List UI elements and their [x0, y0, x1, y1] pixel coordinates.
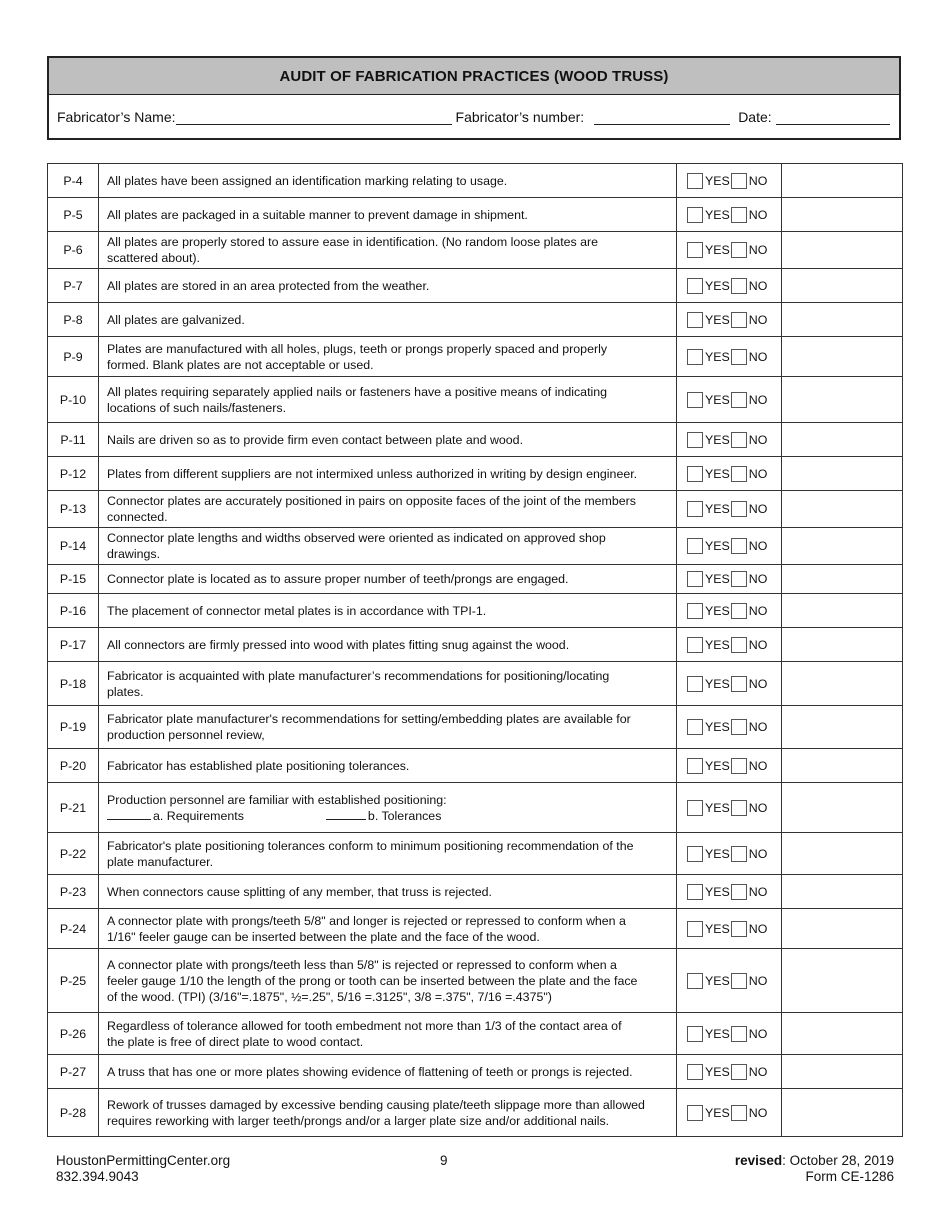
table-row: [48, 528, 903, 565]
table-row: [48, 269, 903, 303]
yes-checkbox[interactable]: [687, 973, 703, 989]
table-row: [48, 491, 903, 528]
no-checkbox[interactable]: [731, 312, 747, 328]
description-line: production personnel review,: [107, 728, 265, 742]
no-checkbox[interactable]: [731, 884, 747, 900]
revised-label: revised: [734, 1153, 783, 1168]
no-label: NO: [748, 846, 768, 861]
table-row: [48, 198, 903, 232]
fabricator-number-field[interactable]: [594, 110, 730, 125]
yes-checkbox[interactable]: [687, 719, 703, 735]
description-line: formed. Blank plates are not acceptable or used.: [107, 357, 374, 372]
item-description: [99, 749, 677, 783]
yes-no-cell: [677, 909, 782, 949]
item-code: P-7: [48, 269, 99, 303]
item-code: P-4: [48, 164, 99, 198]
footer-website[interactable]: HoustonPermittingCenter.org: [56, 1153, 231, 1168]
yes-checkbox[interactable]: [687, 501, 703, 517]
no-label: NO: [748, 539, 768, 553]
item-code: P-19: [48, 706, 99, 749]
description-line: A truss that has one or more plates showing evidence of flattening of teeth or prongs is rejected.: [107, 1064, 633, 1079]
description-line: Fabricator's plate positioning tolerances conform to minimum positioning recommendation of the: [107, 838, 634, 853]
description-line: requires reworking with larger teeth/prongs and/or a larger plate size and/or additional nails.: [107, 1113, 610, 1128]
audit-checklist-table: [47, 163, 903, 1137]
description-line: connected.: [107, 510, 168, 524]
description-line: A connector plate with prongs/teeth 5/8" and longer is rejected or repressed to conform when a: [107, 913, 626, 928]
item-code: P-25: [48, 949, 99, 1013]
description-line: the plate is free of direct plate to wood contact.: [107, 1034, 364, 1049]
no-label: NO: [748, 432, 768, 447]
item-code: P-10: [48, 377, 99, 423]
yes-checkbox[interactable]: [687, 1105, 703, 1121]
yes-label: YES: [705, 207, 730, 222]
item-code: P-5: [48, 198, 99, 232]
comments-cell[interactable]: [782, 198, 903, 232]
no-label: NO: [748, 720, 768, 734]
item-code: P-15: [48, 565, 99, 594]
form-number: Form CE-1286: [805, 1169, 894, 1184]
item-code: P-28: [48, 1089, 99, 1137]
yes-checkbox[interactable]: [687, 242, 703, 258]
description-line: plate manufacturer.: [107, 854, 214, 869]
comments-cell[interactable]: [782, 749, 903, 783]
no-checkbox[interactable]: [731, 242, 747, 258]
no-checkbox[interactable]: [731, 278, 747, 294]
item-description: [99, 594, 677, 628]
yes-no-cell: [677, 457, 782, 491]
description-line: 1/16" feeler gauge can be inserted between the plate and the face of the wood.: [107, 929, 540, 944]
sub-items: [107, 808, 668, 824]
table-row: [48, 457, 903, 491]
yes-label: YES: [705, 637, 730, 652]
yes-label: YES: [705, 502, 730, 516]
yes-checkbox[interactable]: [687, 207, 703, 223]
comments-cell[interactable]: [782, 303, 903, 337]
table-row: [48, 706, 903, 749]
yes-checkbox[interactable]: [687, 637, 703, 653]
yes-label: YES: [705, 173, 730, 188]
description-line: Regardless of tolerance allowed for tooth embedment not more than 1/3 of the contact area of: [107, 1018, 622, 1033]
yes-checkbox[interactable]: [687, 921, 703, 937]
yes-label: YES: [705, 349, 730, 364]
item-description: [99, 269, 677, 303]
yes-no-cell: [677, 594, 782, 628]
yes-label: YES: [705, 800, 730, 815]
description-line: feeler gauge 1/10 the length of the prong or tooth can be inserted between the plate and the face: [107, 973, 638, 988]
yes-label: YES: [705, 278, 730, 293]
comments-cell[interactable]: [782, 662, 903, 706]
yes-checkbox[interactable]: [687, 392, 703, 408]
no-checkbox[interactable]: [731, 676, 747, 692]
no-label: NO: [748, 502, 768, 516]
no-label: NO: [748, 466, 768, 481]
item-description: [99, 628, 677, 662]
comments-cell[interactable]: [782, 628, 903, 662]
item-description: [99, 909, 677, 949]
item-description: [99, 833, 677, 875]
yes-checkbox[interactable]: [687, 466, 703, 482]
description-line: Rework of trusses damaged by excessive bending causing plate/teeth slippage more than allowed: [107, 1097, 645, 1112]
description-line: Plates from different suppliers are not intermixed unless authorized in writing by design engineer.: [107, 466, 638, 481]
no-checkbox[interactable]: [731, 173, 747, 189]
comments-cell[interactable]: [782, 949, 903, 1013]
yes-label: YES: [705, 1105, 730, 1120]
yes-label: YES: [705, 973, 730, 988]
footer-contact: [56, 1153, 230, 1185]
date-field[interactable]: [776, 110, 890, 125]
description-line: locations of such nails/fasteners.: [107, 400, 287, 415]
fabricator-name-field[interactable]: [176, 110, 452, 125]
item-description: [99, 1013, 677, 1055]
yes-no-cell: [677, 337, 782, 377]
no-checkbox[interactable]: [731, 1105, 747, 1121]
yes-label: YES: [705, 676, 730, 691]
yes-checkbox[interactable]: [687, 432, 703, 448]
yes-label: YES: [705, 758, 730, 773]
yes-checkbox[interactable]: [687, 1064, 703, 1080]
yes-checkbox[interactable]: [687, 884, 703, 900]
yes-label: YES: [705, 312, 730, 327]
description-line: All plates requiring separately applied nails or fasteners have a positive means of indicating: [107, 384, 608, 399]
no-checkbox[interactable]: [731, 432, 747, 448]
table-row: [48, 909, 903, 949]
item-code: P-13: [48, 491, 99, 528]
description-line: All plates are packaged in a suitable manner to prevent damage in shipment.: [107, 207, 528, 222]
yes-checkbox[interactable]: [687, 676, 703, 692]
item-description: [99, 337, 677, 377]
yes-no-cell: [677, 565, 782, 594]
no-label: NO: [748, 207, 768, 222]
item-description: [99, 491, 677, 528]
table-row: [48, 1013, 903, 1055]
yes-label: YES: [705, 539, 730, 553]
yes-no-cell: [677, 232, 782, 269]
no-checkbox[interactable]: [731, 719, 747, 735]
fabricator-name-label: Fabricator’s Name:: [57, 109, 176, 125]
yes-label: YES: [705, 603, 730, 618]
sub-item-a: a. Requirements: [153, 808, 244, 823]
yes-no-cell: [677, 833, 782, 875]
item-description: [99, 232, 677, 269]
no-label: NO: [748, 1026, 768, 1041]
item-code: P-26: [48, 1013, 99, 1055]
no-label: NO: [748, 349, 768, 364]
item-description: [99, 875, 677, 909]
comments-cell[interactable]: [782, 1089, 903, 1137]
item-code: P-20: [48, 749, 99, 783]
description-line: Nails are driven so as to provide firm even contact between plate and wood.: [107, 432, 524, 447]
yes-no-cell: [677, 1013, 782, 1055]
yes-no-cell: [677, 875, 782, 909]
comments-cell[interactable]: [782, 565, 903, 594]
comments-cell[interactable]: [782, 232, 903, 269]
yes-no-cell: [677, 949, 782, 1013]
yes-label: YES: [705, 1064, 730, 1079]
fabricator-number-label: Fabricator’s number:: [455, 109, 585, 125]
description-line: All plates have been assigned an identification marking relating to usage.: [107, 173, 508, 188]
table-row: [48, 1089, 903, 1137]
no-checkbox[interactable]: [731, 538, 747, 554]
no-checkbox[interactable]: [731, 466, 747, 482]
item-code: P-12: [48, 457, 99, 491]
item-description: [99, 949, 677, 1013]
description-line: plates.: [107, 684, 144, 699]
table-row: [48, 232, 903, 269]
item-code: P-18: [48, 662, 99, 706]
item-code: P-24: [48, 909, 99, 949]
no-label: NO: [748, 603, 768, 618]
no-checkbox[interactable]: [731, 392, 747, 408]
requirements-blank[interactable]: [107, 808, 151, 820]
description-line: Connector plates are accurately positioned in pairs on opposite faces of the joint of the members: [107, 494, 636, 508]
no-checkbox[interactable]: [731, 758, 747, 774]
no-label: NO: [748, 758, 768, 773]
item-description: [99, 303, 677, 337]
table-row: [48, 949, 903, 1013]
yes-no-cell: [677, 164, 782, 198]
yes-checkbox[interactable]: [687, 758, 703, 774]
yes-label: YES: [705, 392, 730, 407]
comments-cell[interactable]: [782, 457, 903, 491]
description-line: Fabricator has established plate positioning tolerances.: [107, 758, 410, 773]
no-label: NO: [748, 572, 768, 586]
footer-phone: 832.394.9043: [56, 1169, 139, 1184]
description-line: Connector plate lengths and widths observed were oriented as indicated on approved shop: [107, 531, 606, 545]
form-header: [47, 56, 901, 140]
yes-no-cell: [677, 423, 782, 457]
table-row: [48, 662, 903, 706]
date-label: Date:: [738, 109, 772, 125]
yes-no-cell: [677, 628, 782, 662]
yes-label: YES: [705, 884, 730, 899]
item-description: [99, 565, 677, 594]
yes-checkbox[interactable]: [687, 173, 703, 189]
yes-no-cell: [677, 491, 782, 528]
no-checkbox[interactable]: [731, 637, 747, 653]
revised-date: : October 28, 2019: [782, 1153, 894, 1168]
yes-no-cell: [677, 528, 782, 565]
yes-checkbox[interactable]: [687, 603, 703, 619]
footer-revision: [735, 1153, 894, 1185]
no-label: NO: [748, 392, 768, 407]
no-label: NO: [748, 637, 768, 652]
yes-checkbox[interactable]: [687, 278, 703, 294]
yes-no-cell: [677, 749, 782, 783]
description-line: scattered about).: [107, 251, 200, 265]
no-checkbox[interactable]: [731, 571, 747, 587]
yes-checkbox[interactable]: [687, 349, 703, 365]
table-row: [48, 594, 903, 628]
tolerances-blank[interactable]: [326, 808, 366, 820]
yes-no-cell: [677, 662, 782, 706]
yes-no-cell: [677, 1089, 782, 1137]
description-line: All plates are galvanized.: [107, 312, 245, 327]
yes-label: YES: [705, 466, 730, 481]
description-line: The placement of connector metal plates is in accordance with TPI-1.: [107, 603, 487, 618]
no-label: NO: [748, 1105, 768, 1120]
yes-label: YES: [705, 243, 730, 257]
table-row: [48, 377, 903, 423]
yes-checkbox[interactable]: [687, 538, 703, 554]
comments-cell[interactable]: [782, 783, 903, 833]
description-line: When connectors cause splitting of any member, that truss is rejected.: [107, 884, 492, 899]
no-label: NO: [748, 243, 768, 257]
comments-cell[interactable]: [782, 1013, 903, 1055]
no-label: NO: [748, 173, 768, 188]
table-row: [48, 783, 903, 833]
comments-cell[interactable]: [782, 269, 903, 303]
yes-label: YES: [705, 1026, 730, 1041]
table-row: [48, 833, 903, 875]
no-checkbox[interactable]: [731, 800, 747, 816]
table-row: [48, 423, 903, 457]
no-label: NO: [748, 973, 768, 988]
yes-label: YES: [705, 572, 730, 586]
comments-cell[interactable]: [782, 164, 903, 198]
item-code: P-21: [48, 783, 99, 833]
description-line: A connector plate with prongs/teeth less than 5/8" is rejected or repressed to conform when a: [107, 957, 617, 972]
yes-checkbox[interactable]: [687, 571, 703, 587]
yes-no-cell: [677, 783, 782, 833]
description-line: All plates are properly stored to assure ease in identification. (No random loose plates are: [107, 235, 599, 249]
form-title: AUDIT OF FABRICATION PRACTICES (WOOD TRUSS): [49, 58, 899, 95]
description-line: Production personnel are familiar with established positioning:: [107, 792, 447, 807]
no-checkbox[interactable]: [731, 349, 747, 365]
sub-item-b: b. Tolerances: [367, 808, 442, 823]
item-description: [99, 164, 677, 198]
no-checkbox[interactable]: [731, 207, 747, 223]
yes-label: YES: [705, 921, 730, 936]
description-line: Connector plate is located as to assure proper number of teeth/prongs are engaged.: [107, 572, 569, 586]
comments-cell[interactable]: [782, 833, 903, 875]
comments-cell[interactable]: [782, 594, 903, 628]
item-code: P-9: [48, 337, 99, 377]
table-row: [48, 749, 903, 783]
item-code: P-11: [48, 423, 99, 457]
yes-no-cell: [677, 706, 782, 749]
item-code: P-22: [48, 833, 99, 875]
comments-cell[interactable]: [782, 909, 903, 949]
yes-no-cell: [677, 269, 782, 303]
comments-cell[interactable]: [782, 491, 903, 528]
description-line: All plates are stored in an area protected from the weather.: [107, 278, 430, 293]
yes-label: YES: [705, 846, 730, 861]
no-label: NO: [748, 921, 768, 936]
item-description: [99, 457, 677, 491]
no-checkbox[interactable]: [731, 846, 747, 862]
comments-cell[interactable]: [782, 1055, 903, 1089]
no-label: NO: [748, 800, 768, 815]
table-row: [48, 628, 903, 662]
no-label: NO: [748, 676, 768, 691]
header-fields-row: [49, 95, 899, 139]
table-row: [48, 164, 903, 198]
yes-no-cell: [677, 198, 782, 232]
description-line: of the wood. (TPI) (3/16"=.1875", ½=.25", 5/16 =.3125", 3/8 =.375", 7/16 =.4375"): [107, 989, 552, 1004]
comments-cell[interactable]: [782, 875, 903, 909]
item-description: [99, 1055, 677, 1089]
item-code: P-8: [48, 303, 99, 337]
item-description: [99, 1089, 677, 1137]
description-line: Fabricator is acquainted with plate manufacturer’s recommendations for positioning/locating: [107, 668, 610, 683]
no-checkbox[interactable]: [731, 1064, 747, 1080]
comments-cell[interactable]: [782, 423, 903, 457]
no-checkbox[interactable]: [731, 1026, 747, 1042]
yes-checkbox[interactable]: [687, 846, 703, 862]
description-line: All connectors are firmly pressed into wood with plates fitting snug against the wood.: [107, 637, 570, 652]
item-description: [99, 706, 677, 749]
comments-cell[interactable]: [782, 337, 903, 377]
yes-label: YES: [705, 432, 730, 447]
table-row: [48, 875, 903, 909]
item-code: P-23: [48, 875, 99, 909]
comments-cell[interactable]: [782, 706, 903, 749]
item-description: [99, 198, 677, 232]
no-label: NO: [748, 884, 768, 899]
yes-label: YES: [705, 720, 730, 734]
item-code: P-14: [48, 528, 99, 565]
table-row: [48, 1055, 903, 1089]
item-description: [99, 377, 677, 423]
comments-cell[interactable]: [782, 528, 903, 565]
table-row: [48, 565, 903, 594]
no-label: NO: [748, 312, 768, 327]
no-checkbox[interactable]: [731, 603, 747, 619]
no-label: NO: [748, 278, 768, 293]
item-description: [99, 662, 677, 706]
yes-no-cell: [677, 377, 782, 423]
yes-no-cell: [677, 1055, 782, 1089]
table-row: [48, 337, 903, 377]
item-description: [99, 423, 677, 457]
yes-checkbox[interactable]: [687, 800, 703, 816]
no-label: NO: [748, 1064, 768, 1079]
description-line: drawings.: [107, 547, 161, 561]
yes-checkbox[interactable]: [687, 1026, 703, 1042]
no-checkbox[interactable]: [731, 973, 747, 989]
description-line: Fabricator plate manufacturer's recommendations for setting/embedding plates are available for: [107, 712, 631, 726]
item-code: P-16: [48, 594, 99, 628]
item-description: [99, 783, 677, 833]
yes-no-cell: [677, 303, 782, 337]
item-code: P-27: [48, 1055, 99, 1089]
page-number: 9: [440, 1153, 448, 1168]
description-line: Plates are manufactured with all holes, plugs, teeth or prongs properly spaced and properly: [107, 341, 608, 356]
no-checkbox[interactable]: [731, 501, 747, 517]
table-row: [48, 303, 903, 337]
item-code: P-6: [48, 232, 99, 269]
comments-cell[interactable]: [782, 377, 903, 423]
no-checkbox[interactable]: [731, 921, 747, 937]
item-code: P-17: [48, 628, 99, 662]
yes-checkbox[interactable]: [687, 312, 703, 328]
item-description: [99, 528, 677, 565]
